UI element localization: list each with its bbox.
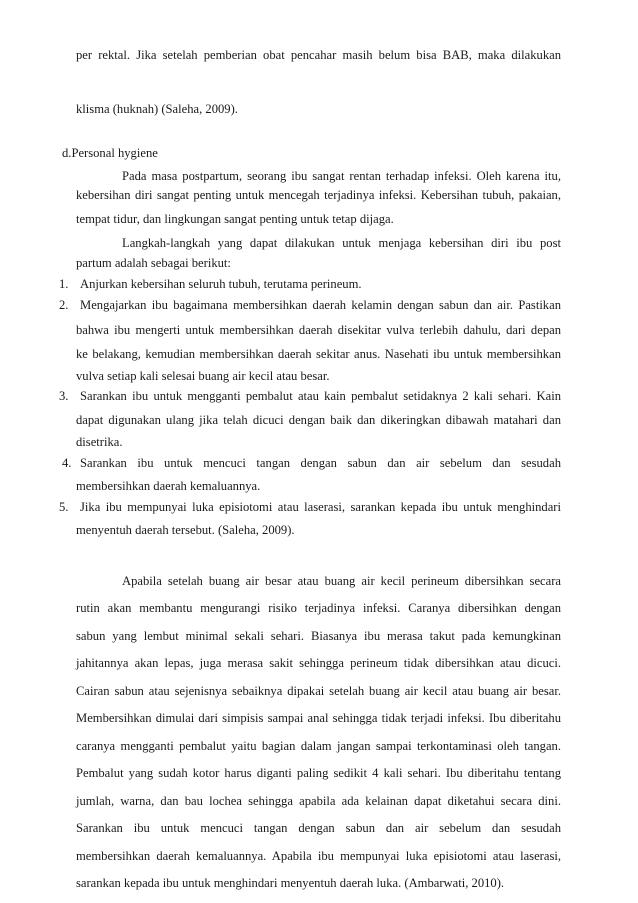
list-item-line: Sarankan ibu untuk mencuci tangan dengan sabun dan air sebelum dan sesudah <box>80 456 561 470</box>
paragraph-line: sarankan kepada ibu untuk menghindari menyentuh daerah luka. (Ambarwati, 2010). <box>76 876 505 890</box>
paragraph-line: Pembalut yang sudah kotor harus diganti paling sedikit 4 kali sehari. Ibu diberitahu tentang <box>76 766 561 780</box>
paragraph-line: jumlah, warna, dan bau lochea sehingga apabila ada kelainan dapat diketahui secara dini. <box>76 794 561 808</box>
paragraph-line: partum adalah sebagai berikut: <box>76 256 231 270</box>
paragraph-line: rutin akan membantu mengurangi risiko terjadinya infeksi. Caranya dibersihkan dengan <box>76 601 561 615</box>
list-item-line: Mengajarkan ibu bagaimana membersihkan daerah kelamin dengan sabun dan air. Pastikan <box>80 298 561 312</box>
list-number: 4. <box>62 456 72 470</box>
list-item-line: Sarankan ibu untuk mengganti pembalut atau kain pembalut setidaknya 2 kali sehari. Kain <box>80 389 561 403</box>
list-item-line: dapat digunakan ulang jika telah dicuci dengan baik dan dikeringkan dibawah matahari dan <box>76 413 561 427</box>
list-number: 1. <box>59 277 69 291</box>
paragraph-line: membersihkan daerah kemaluannya. Apabila ibu mempunyai luka episiotomi atau laserasi, <box>76 849 561 863</box>
paragraph-line: sabun yang lembut minimal sekali sehari. Biasanya ibu merasa takut pada kemungkinan <box>76 629 561 643</box>
list-number: 3. <box>59 389 69 403</box>
paragraph-line: jahitannya akan lepas, juga merasa sakit sehingga perineum tidak dibersihkan atau dicuci. <box>76 656 561 670</box>
list-item-line: bahwa ibu mengerti untuk membersihkan daerah disekitar vulva terlebih dahulu, dari depan <box>76 323 561 337</box>
section-heading: d.Personal hygiene <box>62 146 158 160</box>
list-number: 2. <box>59 298 69 312</box>
list-item-line: vulva setiap kali selesai buang air kecil atau besar. <box>76 369 330 383</box>
paragraph-line: caranya mengganti pembalut yaitu bagian dalam jangan sampai terkontaminasi oleh tangan. <box>76 739 561 753</box>
paragraph-line: Cairan sabun atau sejenisnya sebaiknya dipakai setelah buang air kecil atau buang air besar. <box>76 684 561 698</box>
paragraph-line: Langkah-langkah yang dapat dilakukan untuk menjaga kebersihan diri ibu post <box>122 236 561 250</box>
list-number: 5. <box>59 500 69 514</box>
paragraph-line: kebersihan diri sangat penting untuk mencegah terjadinya infeksi. Kebersihan tubuh, pakaian, <box>76 188 561 202</box>
paragraph-line: Sarankan ibu untuk mencuci tangan dengan sabun dan air sebelum dan sesudah <box>76 821 561 835</box>
list-item-line: disetrika. <box>76 435 123 449</box>
list-item-line: menyentuh daerah tersebut. (Saleha, 2009). <box>76 523 295 537</box>
paragraph-line: Apabila setelah buang air besar atau buang air kecil perineum dibersihkan secara <box>122 574 561 588</box>
list-item-line: ke belakang, kemudian membersihkan daerah sekitar anus. Nasehati ibu untuk membersihkan <box>76 347 561 361</box>
paragraph-line: per rektal. Jika setelah pemberian obat pencahar masih belum bisa BAB, maka dilakukan <box>76 48 561 62</box>
list-item-line: membersihkan daerah kemaluannya. <box>76 479 261 493</box>
list-item-line: Anjurkan kebersihan seluruh tubuh, terutama perineum. <box>80 277 362 291</box>
paragraph-line: Membersihkan dimulai dari simpisis sampai anal sehingga tidak terjadi infeksi. Ibu diberitahu <box>76 711 561 725</box>
list-item-line: Jika ibu mempunyai luka episiotomi atau laserasi, sarankan kepada ibu untuk menghindari <box>80 500 561 514</box>
paragraph-line: Pada masa postpartum, seorang ibu sangat rentan terhadap infeksi. Oleh karena itu, <box>122 169 561 183</box>
paragraph-line: tempat tidur, dan lingkungan sangat penting untuk tetap dijaga. <box>76 212 394 226</box>
paragraph-line: klisma (huknah) (Saleha, 2009). <box>76 102 238 116</box>
